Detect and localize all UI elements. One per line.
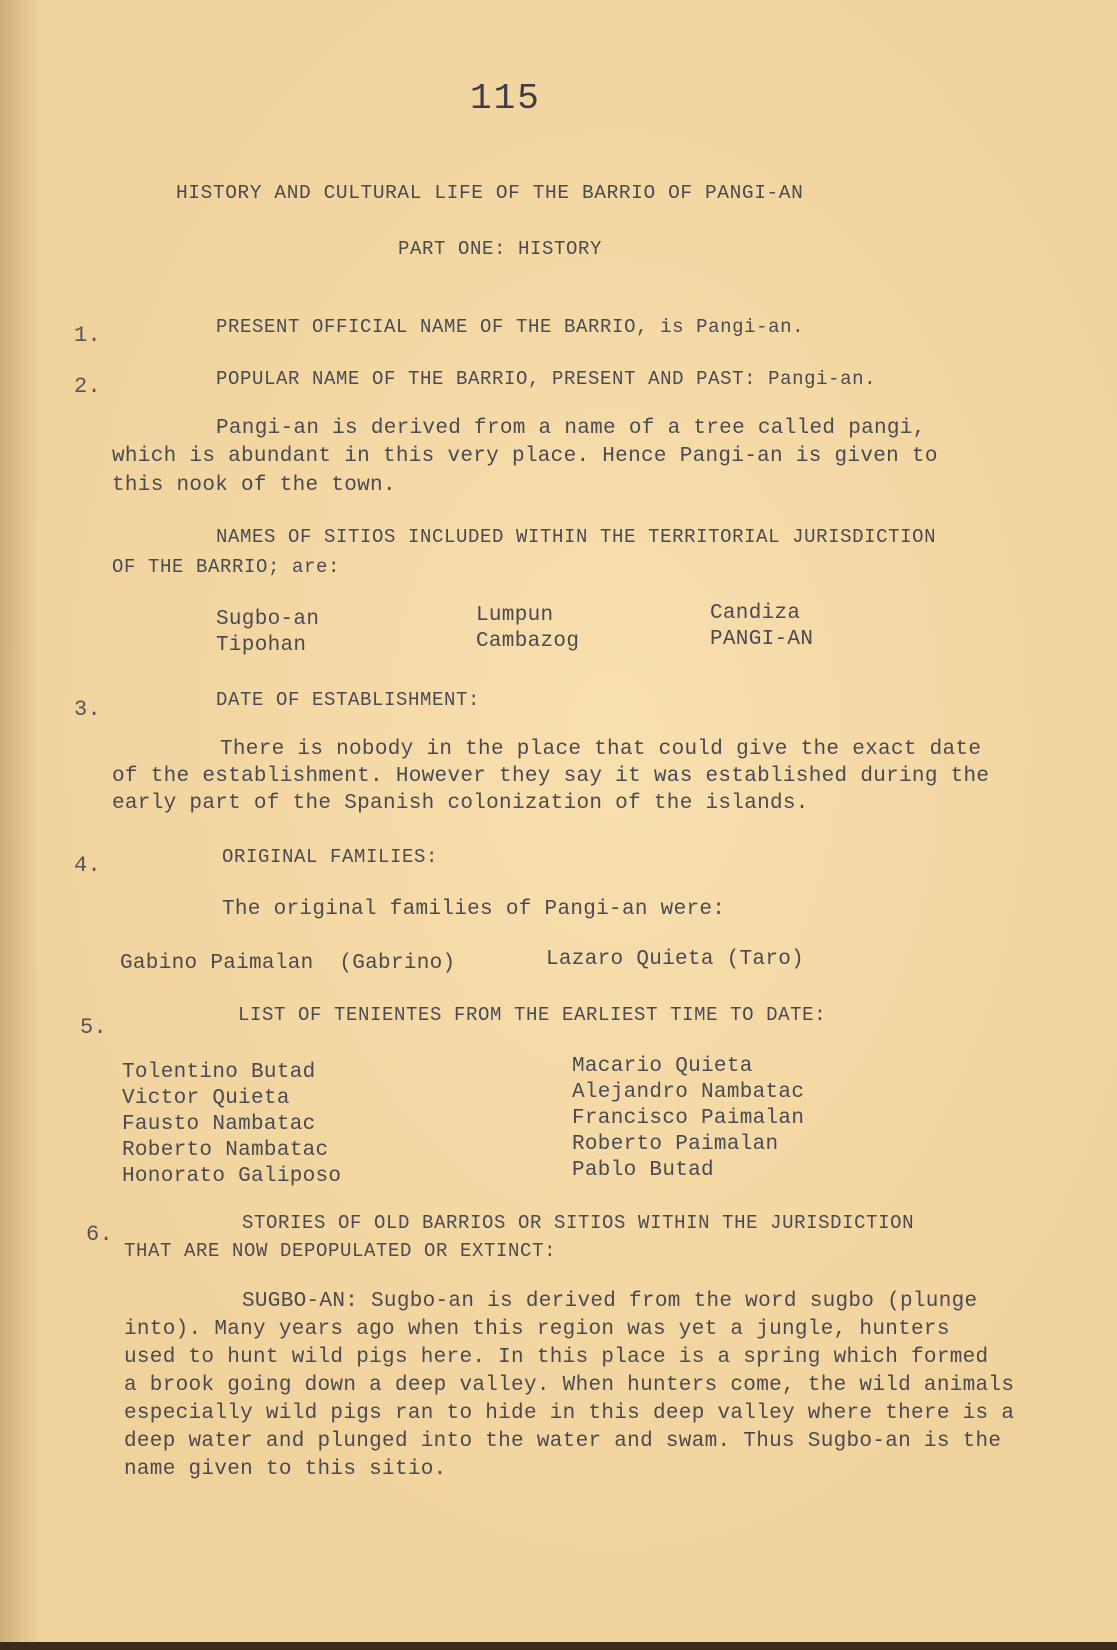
teniente-name: Macario Quieta [572, 1055, 753, 1078]
paragraph-line: a brook going down a deep valley. When hunters come, the wild animals [124, 1374, 1015, 1397]
paragraph-line: SUGBO-AN: Sugbo-an is derived from the word sugbo (plunge [242, 1290, 978, 1313]
document-title: HISTORY AND CULTURAL LIFE OF THE BARRIO OF PANGI-AN [176, 182, 804, 204]
section-number: 4. [74, 853, 102, 878]
paragraph-line: especially wild pigs ran to hide in this deep valley where there is a [124, 1402, 1015, 1425]
paragraph-line: deep water and plunged into the water and swam. Thus Sugbo-an is the [124, 1430, 1002, 1453]
paragraph-line: of the establishment. However they say it was established during the [112, 765, 990, 788]
teniente-name: Pablo Butad [572, 1159, 714, 1182]
section-heading: POPULAR NAME OF THE BARRIO, PRESENT AND PAST: Pangi-an. [216, 368, 877, 390]
teniente-name: Fausto Nambatac [122, 1113, 316, 1136]
section-number: 2. [74, 374, 102, 399]
paragraph-line: There is nobody in the place that could give the exact date [220, 738, 982, 761]
sitio-name: Candiza [710, 602, 801, 625]
sitios-heading: NAMES OF SITIOS INCLUDED WITHIN THE TERRITORIAL JURISDICTION [216, 526, 937, 548]
paragraph-line: name given to this sitio. [124, 1458, 447, 1481]
section-number: 6. [86, 1222, 114, 1247]
section-heading: LIST OF TENIENTES FROM THE EARLIEST TIME TO DATE: [238, 1004, 827, 1026]
paragraph-line: Pangi-an is derived from a name of a tree called pangi, [216, 417, 926, 440]
page-number: 115 [470, 78, 541, 119]
teniente-name: Tolentino Butad [122, 1061, 316, 1084]
section-heading: STORIES OF OLD BARRIOS OR SITIOS WITHIN THE JURISDICTION [242, 1212, 915, 1234]
paragraph-line: into). Many years ago when this region was yet a jungle, hunters [124, 1318, 950, 1341]
section-heading: ORIGINAL FAMILIES: [222, 846, 439, 868]
teniente-name: Victor Quieta [122, 1087, 290, 1110]
section-heading: DATE OF ESTABLISHMENT: [216, 689, 481, 711]
section-heading-line2: THAT ARE NOW DEPOPULATED OR EXTINCT: [124, 1240, 557, 1262]
paragraph-line: used to hunt wild pigs here. In this place is a spring which formed [124, 1346, 989, 1369]
scan-edge-strip [0, 1642, 1117, 1650]
family-name: Lazaro Quieta (Taro) [546, 948, 805, 971]
teniente-name: Roberto Nambatac [122, 1139, 329, 1162]
sitio-name: Tipohan [216, 634, 307, 657]
section-heading: PRESENT OFFICIAL NAME OF THE BARRIO, is Pangi-an. [216, 316, 805, 338]
section-number: 5. [80, 1015, 108, 1040]
teniente-name: Roberto Paimalan [572, 1133, 779, 1156]
part-heading: PART ONE: HISTORY [398, 238, 603, 260]
sitios-heading: OF THE BARRIO; are: [112, 556, 341, 578]
section-number: 1. [74, 323, 102, 348]
teniente-name: Honorato Galiposo [122, 1165, 342, 1188]
paragraph-line: which is abundant in this very place. Hence Pangi-an is given to [112, 445, 938, 468]
sitio-name: PANGI-AN [710, 628, 814, 651]
teniente-name: Alejandro Nambatac [572, 1081, 805, 1104]
teniente-name: Francisco Paimalan [572, 1107, 805, 1130]
sitio-name: Cambazog [476, 630, 580, 653]
section-number: 3. [74, 697, 102, 722]
family-name: Gabino Paimalan (Gabrino) [120, 952, 456, 975]
paragraph-line: early part of the Spanish colonization of the islands. [112, 792, 809, 815]
paragraph-line: this nook of the town. [112, 474, 396, 497]
sitio-name: Lumpun [476, 604, 554, 627]
sitio-name: Sugbo-an [216, 608, 320, 631]
paragraph-line: The original families of Pangi-an were: [222, 898, 726, 921]
